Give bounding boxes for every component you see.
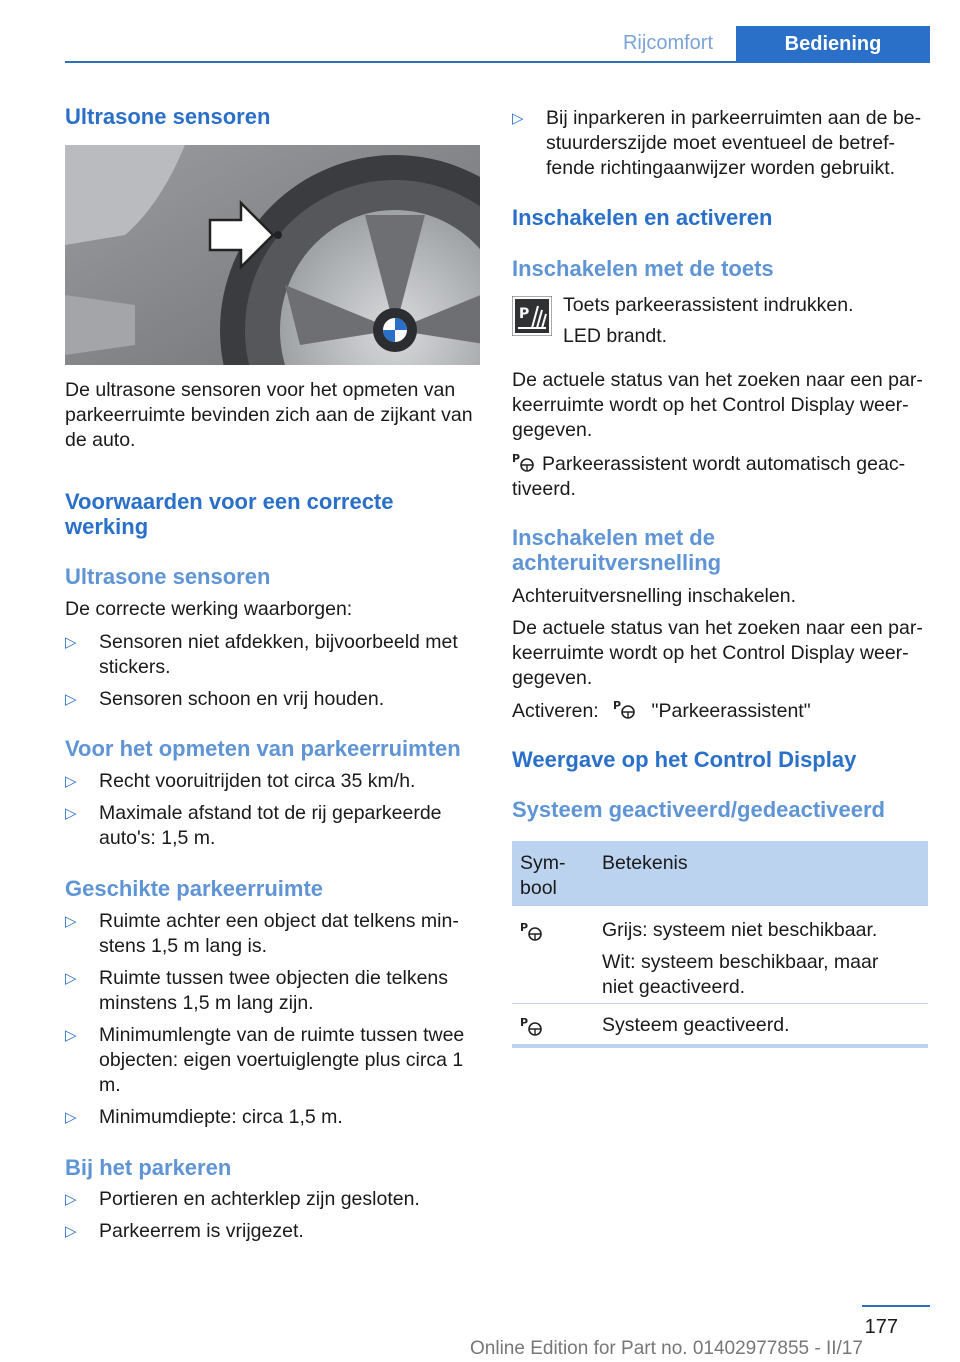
subheading-ultrasone-sensoren: Ultrasone sensoren (65, 564, 271, 589)
bullet-triangle-icon: ▷ (65, 634, 77, 651)
list-item (65, 801, 480, 851)
svg-text:P: P (512, 452, 521, 465)
list-item (65, 1187, 480, 1212)
bullet-triangle-icon: ▷ (65, 773, 77, 790)
symbol-table (512, 841, 928, 1048)
subheading-systeem-status: Systeem geactiveerd/gedeactiveerd (512, 797, 885, 822)
list-item (65, 1105, 480, 1130)
intro-paragraph: De ultrasone sensoren voor het opmeten van parkeerruimte bevinden zich aan de zijkant van de auto. (65, 379, 473, 451)
list-item (65, 1023, 480, 1098)
table-row (512, 906, 928, 1003)
list-item (65, 687, 480, 712)
heading-voorwaarden: Voorwaarden voor een correcte werking (65, 489, 394, 539)
header-rule (65, 61, 930, 63)
subheading-opmeten: Voor het opmeten van parkeerruimten (65, 736, 461, 761)
list-item-text: Maximale afstand tot de rij geparkeerde auto's: 1,5 m. (99, 802, 442, 849)
edition-watermark: Online Edition for Part no. 01402977855 - II/17 (470, 1338, 863, 1359)
list-item-text: Recht vooruitrijden tot circa 35 km/h. (99, 770, 416, 792)
list-item-text: Sensoren niet afdekken, bijvoorbeeld met stickers. (99, 631, 458, 678)
table-cell: Systeem geactiveerd. (602, 1014, 790, 1036)
subheading-bij-het-parkeren: Bij het parkeren (65, 1155, 232, 1180)
heading-weergave: Weergave op het Control Display (512, 747, 857, 772)
subheading-achteruitversnelling: Inschakelen met de achteruitversnelling (512, 525, 722, 575)
bullet-triangle-icon: ▷ (512, 110, 524, 127)
column-header-betekenis: Betekenis (602, 852, 688, 874)
svg-text:P: P (520, 921, 529, 934)
svg-text:P: P (520, 1016, 529, 1029)
paragraph-werking: De correcte werking waarborgen: (65, 598, 353, 620)
list-item-text: Bij inparkeren in parkeerruimten aan de bestuurderszijde moet eventueel de betreffende richtingaanwijzer worden gebruikt. (546, 107, 922, 179)
bullet-triangle-icon: ▷ (65, 1191, 77, 1208)
list-item (65, 769, 480, 794)
sensor-location-photo (65, 145, 480, 365)
bullet-triangle-icon: ▷ (65, 913, 77, 930)
subheading-geschikte-parkeerruimte: Geschikte parkeerruimte (65, 876, 324, 901)
status-paragraph-2: De actuele status van het zoeken naar een parkeerruimte wordt op het Control Display weergegeven. (512, 617, 923, 689)
list-item-text: Sensoren schoon en vrij houden. (99, 688, 385, 710)
bullet-triangle-icon: ▷ (65, 1109, 77, 1126)
parking-assistant-button-icon (512, 296, 552, 336)
list-item-text: Minimumlengte van de ruimte tussen twee objecten: eigen voertuiglengte plus circa 1 m. (99, 1024, 465, 1096)
list-item (512, 106, 928, 181)
status-paragraph: De actuele status van het zoeken naar een parkeerruimte wordt op het Control Display weergegeven. (512, 369, 923, 441)
list-item-text: Minimumdiepte: circa 1,5 m. (99, 1106, 343, 1128)
list-item (65, 909, 480, 959)
list-item (65, 1219, 480, 1244)
auto-activate-paragraph (512, 451, 928, 502)
auto-activate-text: Parkeerassistent wordt automatisch geactiveerd. (512, 453, 906, 500)
list-item (65, 966, 480, 1016)
parking-assistant-symbol-icon (520, 920, 546, 942)
bullet-triangle-icon: ▷ (65, 1223, 77, 1240)
list-item (65, 630, 480, 680)
bullet-triangle-icon: ▷ (65, 805, 77, 822)
table-cell: Grijs: systeem niet beschikbaar. (602, 919, 878, 941)
activate-line (512, 698, 928, 724)
table-cell: Wit: systeem beschikbaar, maar niet geactiveerd. (602, 951, 879, 998)
activate-label: Activeren: (512, 700, 599, 722)
list-item-text: Portieren en achterklep zijn gesloten. (99, 1188, 420, 1210)
bullet-triangle-icon: ▷ (65, 970, 77, 987)
led-status-text: LED brandt. (563, 325, 668, 347)
table-header (512, 841, 928, 906)
heading-inschakelen-activeren: Inschakelen en activeren (512, 205, 773, 230)
bullet-triangle-icon: ▷ (65, 1027, 77, 1044)
button-instruction: Toets parkeerassistent indrukken. (563, 294, 854, 316)
header-section-tab: Rijcomfort (622, 32, 713, 54)
reverse-gear-paragraph: Achteruitversnelling inschakelen. (512, 585, 796, 607)
parking-assistant-symbol-icon (512, 451, 538, 473)
svg-text:P: P (519, 306, 530, 322)
footer-rule (862, 1305, 930, 1307)
page-number: 177 (864, 1316, 898, 1338)
column-header-symbool: Symbool (520, 852, 566, 899)
parking-assistant-symbol-icon (612, 698, 640, 720)
table-bottom-rule (512, 1044, 928, 1048)
list-item-text: Ruimte tussen twee objecten die telkens minstens 1,5 m lang zijn. (99, 967, 449, 1014)
list-item-text: Ruimte achter een object dat telkens minstens 1,5 m lang is. (99, 910, 459, 957)
subheading-inschakelen-toets: Inschakelen met de toets (512, 256, 774, 281)
heading-ultrasone-sensoren: Ultrasone sensoren (65, 104, 271, 129)
parking-assistant-symbol-icon (520, 1015, 546, 1037)
header-chapter-tab: Bediening (736, 26, 930, 63)
list-item-text: Parkeerrem is vrijgezet. (99, 1220, 304, 1242)
bullet-triangle-icon: ▷ (65, 691, 77, 708)
activate-value: "Parkeerassistent" (651, 700, 811, 722)
car-wheel-illustration (65, 145, 480, 365)
table-row (512, 1004, 928, 1044)
svg-text:P: P (613, 699, 622, 712)
